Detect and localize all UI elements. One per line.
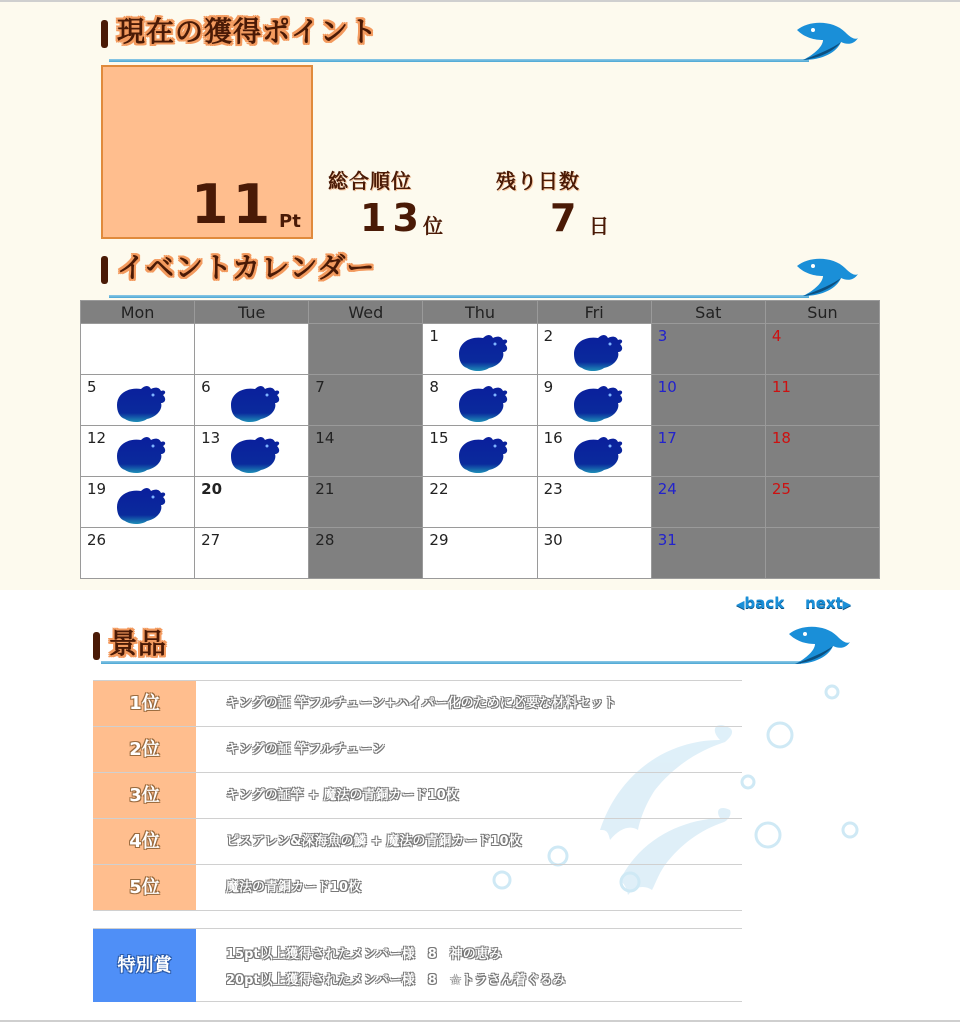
calendar-day-number: 29 (429, 531, 449, 549)
dolphin-icon (793, 254, 859, 298)
next-label: next (805, 594, 843, 612)
special-prize-line-2: 20pt以上獲得されたメンバー様 8 ☆トラさん着ぐるみ (226, 973, 566, 988)
heading-bar (101, 20, 108, 48)
calendar-week-row (81, 528, 880, 579)
calendar-day-cell[interactable] (423, 375, 537, 426)
calendar-day-cell[interactable] (651, 426, 765, 477)
calendar-day-number: 5 (87, 378, 97, 396)
calendar-day-number: 20 (201, 480, 223, 498)
calendar-weekday-row (81, 301, 880, 324)
calendar-week-row (81, 477, 880, 528)
calendar-day-number: 6 (201, 378, 211, 396)
calendar-day-cell[interactable] (765, 477, 879, 528)
calendar-day-number: 1 (429, 327, 439, 345)
calendar-heading-title: イベントカレンダー (117, 251, 376, 284)
calendar-day-cell[interactable] (651, 477, 765, 528)
weekday-header: Sun (765, 301, 879, 324)
calendar-day-cell[interactable] (309, 375, 423, 426)
special-prize-rank: 特別賞 (93, 929, 196, 1002)
calendar-day-number: 23 (543, 480, 563, 498)
calendar-day-number: 2 (543, 327, 554, 345)
calendar-day-number: 3 (657, 327, 668, 345)
calendar-week-row (81, 375, 880, 426)
weekday-header: Wed (309, 301, 423, 324)
back-label: back (744, 594, 785, 612)
calendar-day-cell[interactable] (423, 324, 537, 375)
calendar-day-number: 9 (543, 378, 554, 396)
rank-label: 総合順位 (328, 169, 412, 193)
special-prize-line-1: 15pt以上獲得されたメンバー様 8 神の恵み (226, 947, 502, 962)
fish-stamp-icon (225, 383, 281, 423)
heading-underline (101, 661, 801, 664)
prize-row (93, 773, 742, 819)
calendar-day-cell (195, 324, 309, 375)
prize-heading (93, 626, 853, 666)
calendar-day-cell[interactable] (537, 426, 651, 477)
fish-stamp-icon (111, 383, 167, 423)
calendar-day-number: 21 (315, 480, 335, 498)
calendar-day-cell[interactable] (537, 375, 651, 426)
calendar-day-cell[interactable] (81, 477, 195, 528)
calendar-day-cell[interactable] (423, 528, 537, 579)
calendar-day-cell[interactable] (195, 477, 309, 528)
calendar-day-cell[interactable] (423, 477, 537, 528)
prize-text: 魔法の青銅カード10枚 (226, 880, 362, 895)
calendar-day-number: 22 (429, 480, 449, 498)
points-unit: Pt (279, 211, 301, 232)
next-link[interactable] (805, 594, 851, 612)
heading-underline (109, 295, 809, 298)
calendar-day-cell (309, 324, 423, 375)
weekday-header: Mon (81, 301, 195, 324)
calendar-day-number: 13 (201, 429, 221, 447)
calendar-day-cell[interactable] (537, 528, 651, 579)
prize-rank: 3位 (93, 773, 196, 818)
calendar-week-row (81, 324, 880, 375)
days-value: 7 (550, 196, 583, 240)
points-value: 11 (191, 173, 275, 236)
calendar-day-cell[interactable] (765, 324, 879, 375)
prize-row (93, 865, 742, 911)
points-box (101, 65, 313, 239)
days-label: 残り日数 (496, 169, 580, 193)
calendar-day-number: 11 (771, 378, 791, 396)
prize-text: ピスアレン&深海魚の鱗 + 魔法の青銅カード10枚 (226, 834, 522, 849)
special-prize-row (93, 928, 742, 1002)
prize-text: キングの証竿 + 魔法の青銅カード10枚 (226, 788, 459, 803)
calendar-day-number: 19 (87, 480, 107, 498)
calendar-day-cell (765, 528, 879, 579)
calendar-day-cell[interactable] (537, 477, 651, 528)
prize-row (93, 727, 742, 773)
fish-stamp-icon (568, 383, 624, 423)
dolphin-icon (793, 18, 859, 62)
rank-unit: 位 (423, 214, 443, 238)
calendar-day-number: 26 (87, 531, 107, 549)
calendar-day-cell[interactable] (81, 426, 195, 477)
prize-rank: 5位 (93, 865, 196, 910)
calendar-day-number: 25 (771, 480, 791, 498)
points-heading-title: 現在の獲得ポイント (117, 15, 379, 48)
calendar-day-cell[interactable] (195, 426, 309, 477)
calendar-day-cell[interactable] (765, 375, 879, 426)
calendar-day-cell[interactable] (309, 528, 423, 579)
back-link[interactable] (736, 594, 784, 612)
prize-row (93, 681, 742, 727)
fish-stamp-icon (111, 434, 167, 474)
weekday-header: Fri (537, 301, 651, 324)
weekday-header: Sat (651, 301, 765, 324)
calendar-day-cell[interactable] (81, 528, 195, 579)
calendar-day-number: 12 (87, 429, 107, 447)
bottom-rule (0, 1020, 960, 1022)
weekday-header: Thu (423, 301, 537, 324)
calendar-day-cell[interactable] (195, 375, 309, 426)
calendar-week-row (81, 426, 880, 477)
calendar-day-number: 10 (657, 378, 677, 396)
calendar-day-number: 24 (657, 480, 677, 498)
calendar-day-cell[interactable] (309, 426, 423, 477)
calendar-day-number: 31 (657, 531, 677, 549)
calendar-day-cell[interactable] (309, 477, 423, 528)
fish-stamp-icon (568, 332, 624, 372)
prize-rank: 2位 (93, 727, 196, 772)
calendar-day-cell[interactable] (651, 324, 765, 375)
left-arrow-icon: ◀ (736, 598, 745, 611)
calendar-day-number: 8 (429, 378, 439, 396)
calendar-day-cell[interactable] (81, 375, 195, 426)
prize-rank: 1位 (93, 681, 196, 726)
calendar-day-number: 28 (315, 531, 335, 549)
fish-stamp-icon (568, 434, 624, 474)
calendar-day-number: 30 (543, 531, 563, 549)
calendar-day-cell[interactable] (195, 528, 309, 579)
calendar-day-number: 18 (771, 429, 791, 447)
dolphin-icon (785, 622, 851, 666)
fish-stamp-icon (453, 332, 509, 372)
fish-stamp-icon (453, 383, 509, 423)
calendar-day-number: 7 (315, 378, 325, 396)
calendar-day-cell[interactable] (423, 426, 537, 477)
fish-stamp-icon (111, 485, 167, 525)
rank-value: 13 (360, 196, 425, 240)
calendar-day-number: 27 (201, 531, 221, 549)
calendar-day-number: 15 (429, 429, 449, 447)
heading-bar (93, 632, 100, 660)
right-arrow-icon: ▶ (842, 598, 852, 611)
event-calendar (80, 300, 880, 579)
prize-heading-title: 景品 (109, 627, 168, 660)
heading-bar (101, 256, 108, 284)
calendar-day-cell (81, 324, 195, 375)
weekday-header: Tue (195, 301, 309, 324)
calendar-day-number: 14 (315, 429, 335, 447)
prize-text: キングの証 竿フルチューン (226, 742, 385, 757)
calendar-day-number: 16 (543, 429, 563, 447)
calendar-day-cell[interactable] (537, 324, 651, 375)
fish-stamp-icon (453, 434, 509, 474)
calendar-day-cell[interactable] (765, 426, 879, 477)
calendar-day-cell[interactable] (651, 375, 765, 426)
points-heading (101, 14, 861, 54)
calendar-heading (101, 250, 861, 290)
calendar-pager (736, 594, 851, 612)
fish-stamp-icon (225, 434, 281, 474)
prize-row (93, 819, 742, 865)
prize-rank: 4位 (93, 819, 196, 864)
calendar-day-cell[interactable] (651, 528, 765, 579)
heading-underline (109, 59, 809, 62)
calendar-day-number: 17 (657, 429, 677, 447)
days-unit: 日 (589, 214, 609, 238)
calendar-day-number: 4 (771, 327, 782, 345)
calendar-body (81, 324, 880, 579)
prize-text: キングの証 竿フルチューン+ハイパー化のために必要な材料セット (226, 696, 617, 711)
